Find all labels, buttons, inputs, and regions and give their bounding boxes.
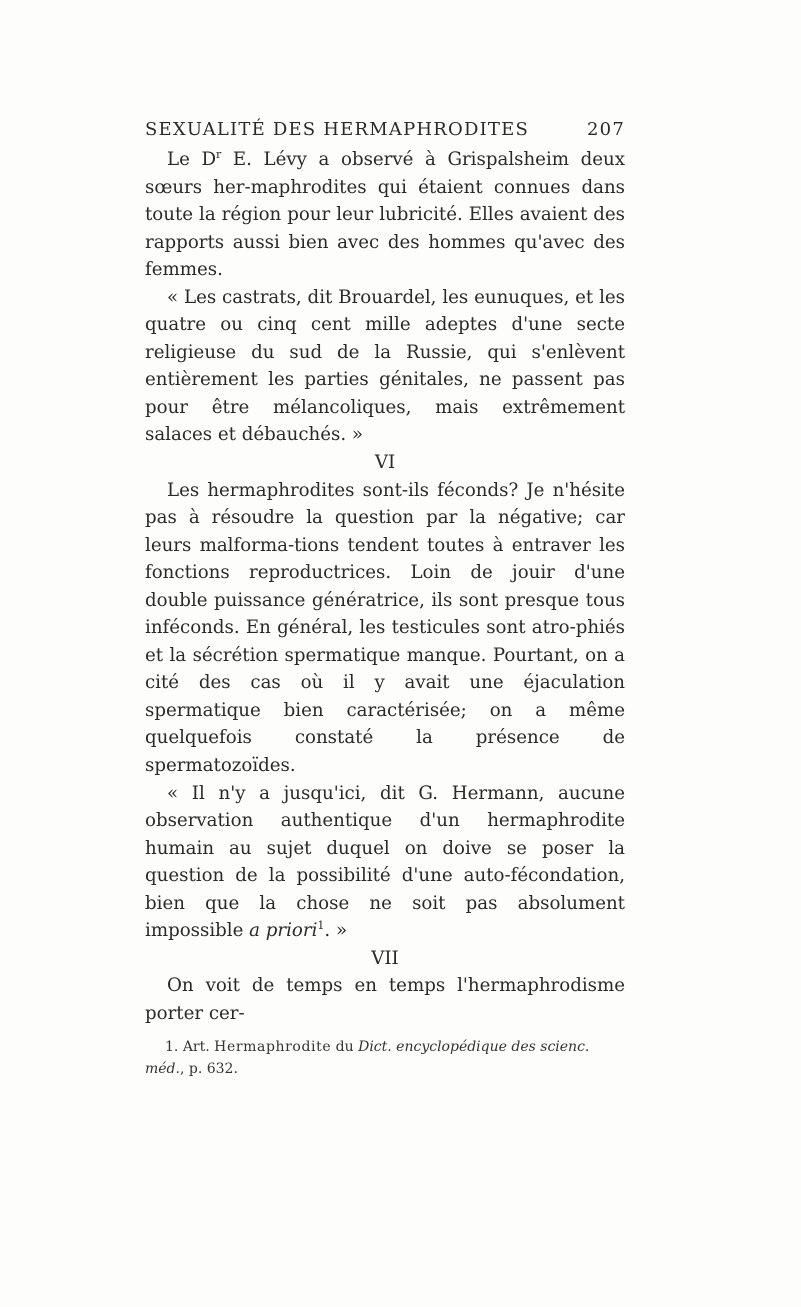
body-text [145, 146, 625, 1028]
p1-text-a: Le D [167, 149, 217, 170]
paragraph-hermann-quote [145, 780, 625, 945]
section-heading-vii: VII [371, 947, 399, 969]
footnote-art: Art. [182, 1039, 210, 1055]
p4-text: « Il n'y a jusqu'ici, dit G. Hermann, aucune observation authentique d'un hermaphrodite humain au sujet duquel on doive se poser la question de la possibilité d'une auto-fécondation, bien que la chose ne soit pas absolument impossible [145, 782, 625, 942]
footnote-reference: 1 [317, 919, 325, 933]
p4-italic: a priori [249, 920, 318, 942]
footnote-text [145, 1036, 625, 1080]
running-head: SEXUALITÉ DES HERMAPHRODITES [145, 119, 530, 140]
p1-superscript: r [216, 147, 222, 161]
section-heading-vi: VI [374, 452, 396, 474]
footnote-italic-title: Dict. encyclopédique des scienc. méd. [145, 1039, 590, 1077]
paragraph-fecundity: Les hermaphrodites sont-ils féconds? Je n'hésite pas à résoudre la question par la négative; car leurs malforma-tions tendent toutes à entraver les fonctions reproductrices. Loin de jouir d'une double puissance génératrice, ils sont presque tous inféconds. En général, les testicules sont atro-phiés et la sécrétion spermatique manque. Pourtant, on a cité des cas où il y avait une éjaculation spermatique bien caractérisée; on a même quelquefois constaté la présence de spermatozoïdes. [145, 479, 625, 777]
p4-end: . » [324, 920, 348, 942]
footnote-du: du [335, 1039, 354, 1055]
paragraph-levy [145, 146, 625, 284]
page-number: 207 [587, 119, 625, 140]
footnote-small-caps: Hermaphrodite [214, 1039, 332, 1055]
paragraph-continuation: On voit de temps en temps l'hermaphrodisme porter cer- [145, 975, 625, 1024]
footnote-page: , p. 632. [179, 1061, 238, 1077]
p1-text-b: E. Lévy a observé à Grispalsheim deux sœurs her-maphrodites qui étaient connues dans toute la région pour leur lubricité. Elles avaient des rapports aussi bien avec des hommes qu'avec des femmes. [145, 149, 625, 281]
footnote-number: 1. [165, 1039, 179, 1055]
paragraph-brouardel-quote: « Les castrats, dit Brouardel, les eunuques, et les quatre ou cinq cent mille adeptes d'une secte religieuse du sud de la Russie, qui s'enlèvent entièrement les parties génitales, ne passent pas pour être mélancoliques, mais extrêmement salaces et débauchés. » [145, 286, 625, 446]
footnote [145, 1036, 625, 1080]
